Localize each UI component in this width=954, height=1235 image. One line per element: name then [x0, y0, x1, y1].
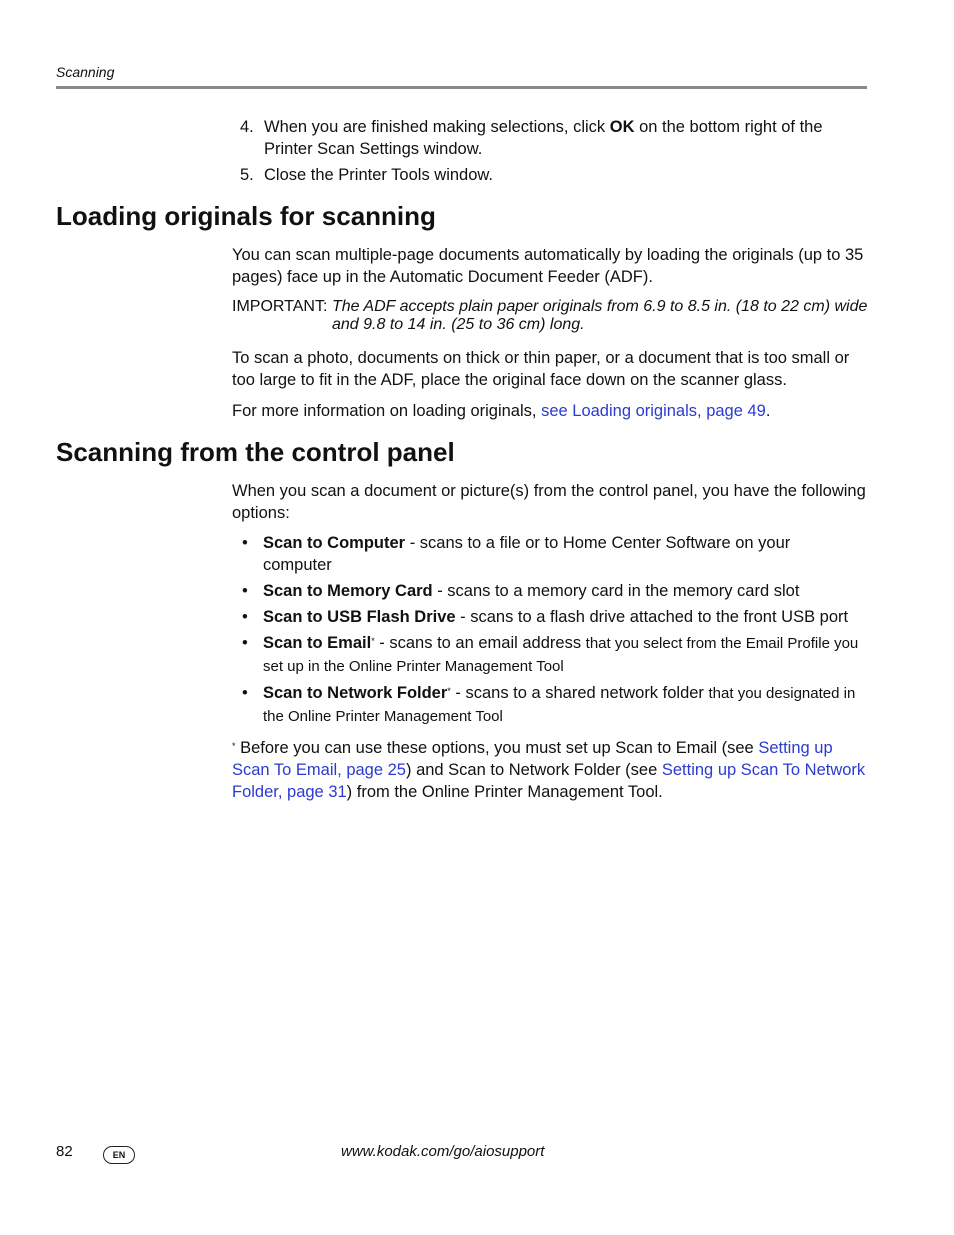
- header-rule: [56, 86, 867, 89]
- option-name: Scan to Email: [263, 634, 372, 652]
- option-desc: - scans to an email address: [374, 634, 586, 652]
- option-name: Scan to USB Flash Drive: [263, 608, 456, 626]
- options-list: [240, 532, 860, 732]
- control-panel-heading: Scanning from the control panel: [56, 437, 455, 467]
- footnote-marker: *: [447, 686, 451, 696]
- option-desc: - scans to a file or to Home Center Software on your computer: [263, 534, 791, 574]
- ok-label: OK: [609, 118, 635, 136]
- option-desc-small: that you select from the Email Profile you set up in the Online Printer Management Tool: [263, 635, 859, 675]
- step-text: Close the Printer Tools window.: [264, 166, 493, 184]
- option-item: [240, 580, 860, 602]
- important-label: IMPORTANT:: [232, 298, 328, 315]
- loading-intro: You can scan multiple-page documents automatically by loading the originals (up to 35 pages) face up in the Automatic Document Feeder (ADF).: [232, 246, 864, 286]
- option-desc-small: that you designated in the Online Printer Management Tool: [263, 685, 856, 725]
- step-item: [240, 164, 860, 186]
- option-desc: - scans to a memory card in the memory card slot: [432, 582, 800, 600]
- footnote-text: ) from the Online Printer Management Tool.: [346, 783, 663, 801]
- footnote-marker: *: [371, 636, 375, 646]
- language-badge: EN: [103, 1146, 135, 1164]
- step-number: 4.: [240, 118, 254, 136]
- steps-list: [240, 116, 860, 190]
- bullet: •: [242, 634, 248, 652]
- option-item: [240, 632, 860, 678]
- option-name: Scan to Computer: [263, 534, 406, 552]
- option-item: [240, 606, 860, 628]
- glass-paragraph: To scan a photo, documents on thick or thin paper, or a document that is too small or too large to fit in the ADF, place the original face down on the scanner glass.: [232, 349, 850, 389]
- footnote-text: Before you can use these options, you must set up Scan to Email (see: [235, 739, 759, 757]
- control-intro: When you scan a document or picture(s) from the control panel, you have the following options:: [232, 482, 866, 522]
- step-item: [240, 116, 860, 160]
- page-number: 82: [56, 1143, 73, 1160]
- important-note: [232, 298, 868, 334]
- scan-to-email-link[interactable]: Setting up Scan To Email, page 25: [232, 739, 833, 779]
- loading-originals-link[interactable]: see Loading originals, page 49: [541, 402, 766, 420]
- step-number: 5.: [240, 166, 254, 184]
- more-info-paragraph: [232, 400, 868, 422]
- footnote-paragraph: [232, 737, 868, 803]
- step-text: When you are finished making selections, click: [264, 118, 610, 136]
- running-head: Scanning: [56, 64, 115, 80]
- bullet: •: [242, 684, 248, 702]
- option-desc: - scans to a shared network folder: [450, 684, 709, 702]
- bullet: •: [242, 608, 248, 626]
- option-name: Scan to Network Folder: [263, 684, 448, 702]
- bullet: •: [242, 582, 248, 600]
- scan-to-network-folder-link[interactable]: Setting up Scan To Network Folder, page 31: [232, 761, 866, 801]
- bullet: •: [242, 534, 248, 552]
- loading-heading: Loading originals for scanning: [56, 201, 436, 231]
- footnote-marker: *: [232, 741, 236, 751]
- more-info-text: For more information on loading originals,: [232, 402, 542, 420]
- footnote-text: ) and Scan to Network Folder (see: [405, 761, 662, 779]
- important-text: The ADF accepts plain paper originals from 6.9 to 8.5 in. (18 to 22 cm) wide and 9.8 to 14 in. (25 to 36 cm) long.: [332, 298, 868, 333]
- option-item: [240, 682, 860, 728]
- option-item: [240, 532, 860, 576]
- step-text: on the bottom right of the Printer Scan Settings window.: [264, 118, 823, 158]
- option-name: Scan to Memory Card: [263, 582, 433, 600]
- more-info-end: .: [765, 402, 771, 420]
- option-desc: - scans to a flash drive attached to the front USB port: [455, 608, 849, 626]
- support-url: www.kodak.com/go/aiosupport: [341, 1143, 545, 1160]
